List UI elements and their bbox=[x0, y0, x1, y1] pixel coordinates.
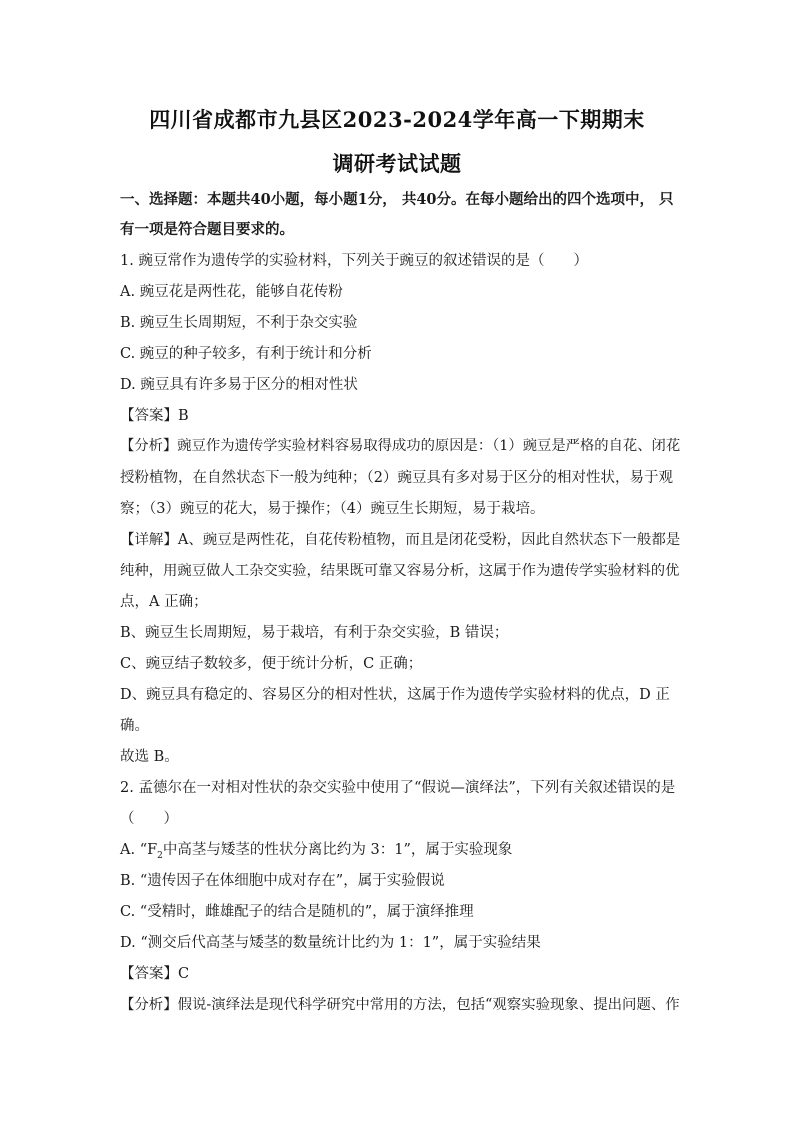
question-1-detail-d-line2: 确。 bbox=[120, 718, 149, 734]
question-2-option-a-subscript: 2 bbox=[157, 850, 163, 861]
question-2-option-d: D. “测交后代高茎与矮茎的数量统计比约为 1：1”，属于实验结果 bbox=[120, 935, 541, 951]
question-2-answer: 【答案】C bbox=[120, 966, 190, 982]
question-2-option-b: B. “遗传因子在体细胞中成对存在”，属于实验假说 bbox=[120, 873, 445, 889]
question-1-answer: 【答案】B bbox=[120, 408, 189, 424]
section-heading-line2: 有一项是符合题目要求的。 bbox=[120, 221, 294, 238]
question-1-detail-line3: 点，A 正确； bbox=[120, 594, 208, 610]
question-1-detail-line1: 【详解】A、豌豆是两性花，自花传粉植物，而且是闭花受粉，因此自然状态下一般都是 bbox=[120, 532, 681, 548]
question-1-detail-b: B、豌豆生长周期短，易于栽培，有利于杂交实验，B 错误； bbox=[120, 625, 509, 641]
question-1-analysis-line3: 察；（3）豌豆的花大，易于操作；（4）豌豆生长期短，易于栽培。 bbox=[120, 501, 545, 517]
question-2-option-a-prefix: A. “F bbox=[120, 842, 158, 858]
question-1-stem: 1. 豌豆常作为遗传学的实验材料，下列关于豌豆的叙述错误的是（ ） bbox=[120, 253, 588, 269]
section-heading-line1: 一、选择题：本题共40小题，每小题1分， 共40分。在每小题给出的四个选项中， 只 bbox=[120, 191, 674, 208]
question-1-conclusion: 故选 B。 bbox=[120, 749, 179, 765]
question-1-detail-line2: 纯种，用豌豆做人工杂交实验，结果既可靠又容易分析，这属于作为遗传学实验材料的优 bbox=[120, 563, 680, 579]
question-2-option-c: C. “受精时，雌雄配子的结合是随机的”，属于演绎推理 bbox=[120, 904, 474, 920]
question-1-analysis-line1: 【分析】豌豆作为遗传学实验材料容易取得成功的原因是：（1）豌豆是严格的自花、闭花 bbox=[120, 438, 681, 454]
question-2-option-a bbox=[120, 838, 512, 859]
question-1-option-b: B. 豌豆生长周期短，不利于杂交实验 bbox=[120, 315, 358, 331]
document-title-line1: 四川省成都市九县区2023-2024学年高一下期期末 bbox=[149, 107, 645, 132]
question-1-analysis-line2: 授粉植物，在自然状态下一般为纯种；（2）豌豆具有多对易于区分的相对性状，易于观 bbox=[120, 470, 673, 486]
question-2-stem-line1: 2. 孟德尔在一对相对性状的杂交实验中使用了“假说—演绎法”，下列有关叙述错误的是 bbox=[120, 780, 676, 796]
question-2-option-a-suffix: 中高茎与矮茎的性状分离比约为 3：1”，属于实验现象 bbox=[162, 842, 513, 858]
question-2-analysis-line1: 【分析】假说-演绎法是现代科学研究中常用的方法，包括“观察实验现象、提出问题、作 bbox=[120, 997, 680, 1013]
question-1-detail-d-line1: D、豌豆具有稳定的、容易区分的相对性状，这属于作为遗传学实验材料的优点，D 正 bbox=[120, 687, 670, 703]
question-1-option-a: A. 豌豆花是两性花，能够自花传粉 bbox=[120, 284, 343, 300]
document-title-line2: 调研考试试题 bbox=[332, 151, 462, 176]
question-1-detail-c: C、豌豆结子数较多，便于统计分析，C 正确； bbox=[120, 656, 423, 672]
question-1-option-d: D. 豌豆具有许多易于区分的相对性状 bbox=[120, 377, 358, 393]
question-2-stem-line2: （ ） bbox=[120, 811, 178, 827]
question-1-option-c: C. 豌豆的种子较多，有利于统计和分析 bbox=[120, 346, 372, 362]
